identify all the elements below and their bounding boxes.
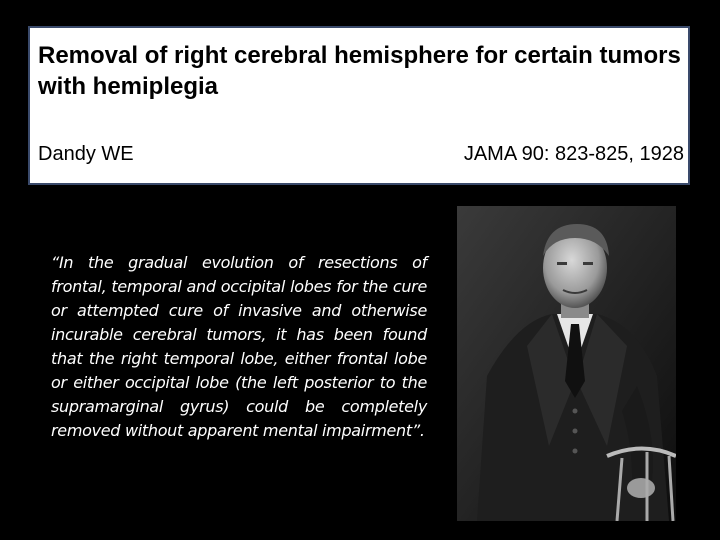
journal-reference: JAMA 90: 823-825, 1928: [463, 143, 684, 165]
article-title: Removal of right cerebral hemisphere for certain tumors with hemiplegia: [38, 42, 681, 100]
portrait-photo-icon: [457, 206, 676, 521]
author-name: Dandy WE: [38, 143, 134, 165]
quote-text: “In the gradual evolution of resections of frontal, temporal and occipital lobes for the cure or attempted cure of invasive and otherwise incurable cerebral tumors, it has been found that the right temporal lobe, either frontal lobe or either occipital lobe (the left posterior to the supramarginal gyrus) could be completely removed without apparent mental impairment”.: [51, 253, 427, 440]
citation-box: [28, 26, 690, 185]
